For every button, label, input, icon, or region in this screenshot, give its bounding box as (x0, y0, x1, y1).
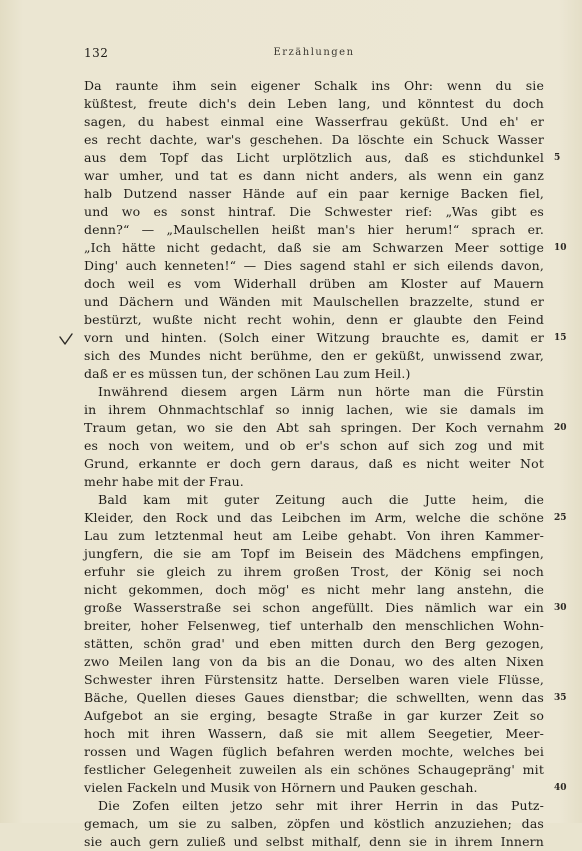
text-line: Da raunte ihm sein eigener Schalk ins Ohr: wenn du sie (84, 78, 544, 93)
text-line: Kleider, den Rock und das Leibchen im Arm, welche die schöne (84, 510, 544, 525)
text-line: „Ich hätte nicht gedacht, daß sie am Schwarzen Meer sottige (84, 240, 544, 255)
text-line: und wo es sonst hintraf. Die Schwester rief: „Was gibt es (84, 204, 544, 219)
text-line: Bäche, Quellen dieses Gaues dienstbar; die schwellten, wenn das (84, 690, 544, 705)
text-line: aus dem Topf das Licht urplötzlich aus, daß es stichdunkel (84, 150, 544, 165)
text-line: nicht gekommen, doch mög' es nicht mehr lang anstehn, die (84, 582, 544, 597)
text-line: doch weil es vom Widerhall drüben am Kloster auf Mauern (84, 276, 544, 291)
text-line: daß er es müssen tun, der schönen Lau zum Heil.) (84, 366, 411, 381)
text-line: halb Dutzend nasser Hände auf ein paar kernige Backen fiel, (84, 186, 544, 201)
text-line: war umher, und tat es dann nicht anders, als wenn ein ganz (84, 168, 544, 183)
text-line: gemach, um sie zu salben, zöpfen und köstlich anzuziehen; das (84, 816, 544, 831)
text-line: und Dächern und Wänden mit Maulschellen brazzelte, stund er (84, 294, 544, 309)
text-line: zwo Meilen lang von da bis an die Donau, wo des alten Nixen (84, 654, 544, 669)
text-line: rossen und Wagen füglich befahren werden mochte, welches bei (84, 744, 544, 759)
page-header (84, 46, 544, 60)
text-line: sich des Mundes nicht berühme, den er geküßt, unwissend zwar, (84, 348, 544, 363)
text-line: es recht dachte, war's geschehen. Da löschte ein Schuck Wasser (84, 132, 544, 147)
text-line: Inwährend diesem argen Lärm nun hörte man die Fürstin (98, 384, 544, 399)
text-line: sie auch gern zuließ und selbst mithalf, denn sie in ihrem Innern (84, 834, 544, 849)
text-line: Grund, erkannte er doch gern daraus, daß es nicht weiter Not (84, 456, 544, 471)
line-number: 30 (554, 603, 567, 613)
line-number: 15 (554, 333, 567, 343)
text-line: festlicher Gelegenheit zuweilen als ein schönes Schaugepräng' mit (84, 762, 544, 777)
text-line: hoch mit ihren Wassern, daß sie mit allem Seegetier, Meer- (84, 726, 544, 741)
line-number: 40 (554, 783, 567, 793)
line-number: 35 (554, 693, 567, 703)
text-line: küßtest, freute dich's dein Leben lang, und könntest du doch (84, 96, 544, 111)
text-line: Ding' auch kenneten!“ — Dies sagend stahl er sich eilends davon, (84, 258, 544, 273)
text-line: Traum getan, wo sie den Abt sah springen. Der Koch vernahm (84, 420, 544, 435)
line-number: 20 (554, 423, 567, 433)
text-line: erfuhr sie gleich zu ihrem großen Trost, der König sei noch (84, 564, 544, 579)
text-line: stätten, schön grad' und eben mitten durch den Berg gezogen, (84, 636, 544, 651)
text-line: es noch von weitem, und ob er's schon auf sich zog und mit (84, 438, 544, 453)
text-line: große Wasserstraße sei schon angefüllt. Dies nämlich war ein (84, 600, 544, 615)
running-head: Erzählungen (273, 47, 355, 58)
page-number: 132 (84, 46, 109, 60)
line-number: 5 (554, 153, 561, 163)
text-line: denn?“ — „Maulschellen heißt man's hier herum!“ sprach er. (84, 222, 544, 237)
pencil-check-mark-icon (58, 332, 74, 348)
text-line: Bald kam mit guter Zeitung auch die Jutte heim, die (98, 492, 544, 507)
line-number: 10 (554, 243, 567, 253)
text-line: Lau zum letztenmal heut am Leibe gehabt. Von ihren Kammer- (84, 528, 544, 543)
text-line: breiter, hoher Felsenweg, tief unterhalb den menschlichen Wohn- (84, 618, 544, 633)
text-line: Aufgebot an sie erging, besagte Straße in gar kurzer Zeit so (84, 708, 544, 723)
line-number: 25 (554, 513, 567, 523)
text-line: Die Zofen eilten jetzo sehr mit ihrer Herrin in das Putz- (98, 798, 544, 813)
text-line: vorn und hinten. (Solch einer Witzung brauchte es, damit er (84, 330, 544, 345)
text-line: mehr habe mit der Frau. (84, 474, 244, 489)
text-line: vielen Fackeln und Musik von Hörnern und Pauken geschah. (84, 780, 478, 795)
text-line: jungfern, die sie am Topf im Beisein des Mädchens empfingen, (84, 546, 544, 561)
text-line: sagen, du habest einmal eine Wasserfrau geküßt. Und eh' er (84, 114, 544, 129)
text-line: Schwester ihren Fürstensitz hatte. Derselben waren viele Flüsse, (84, 672, 544, 687)
text-line: in ihrem Ohnmachtschlaf so innig lachen, wie sie damals im (84, 402, 544, 417)
text-line: bestürzt, wußte nicht recht wohin, denn er glaubte den Feind (84, 312, 544, 327)
